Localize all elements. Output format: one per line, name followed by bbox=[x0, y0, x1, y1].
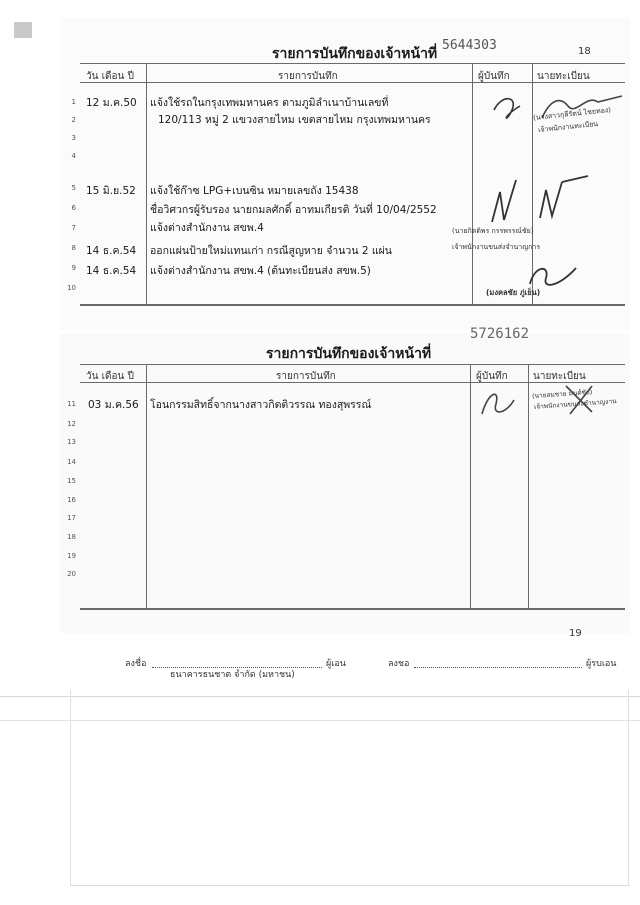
entry-text: 120/113 หมู่ 2 แขวงสายไหม เขตสายไหม กรุงเทพมหานคร bbox=[158, 114, 431, 126]
top-row-number: 4 bbox=[71, 152, 76, 160]
officer-stamp: (นายสมชาย มนต์ชัย) bbox=[531, 387, 593, 401]
scan-faint-line bbox=[628, 690, 629, 885]
top-row-number: 3 bbox=[71, 134, 76, 142]
sign-suffix-2: ผู้รบเอน bbox=[586, 659, 617, 669]
bottom-header-recorder: ผู้บันทึก bbox=[476, 371, 508, 382]
scan-faint-line bbox=[0, 720, 640, 721]
entry-date: 12 ม.ค.50 bbox=[86, 97, 137, 109]
top-row-number: 9 bbox=[71, 264, 76, 272]
scan-faint-line bbox=[70, 885, 630, 886]
staple-mark bbox=[14, 22, 32, 38]
signature-icon bbox=[474, 378, 614, 422]
bottom-col-divider-1 bbox=[146, 364, 147, 608]
bottom-header-record: รายการบันทึก bbox=[276, 371, 336, 382]
officer-stamp: เจ้าพนักงานขนส่งชำนาญงาน bbox=[533, 397, 617, 411]
scan-faint-line bbox=[70, 690, 71, 885]
top-row-number: 7 bbox=[71, 224, 76, 232]
officer-stamp: เจ้าพนักงานทะเบียน bbox=[537, 119, 599, 135]
top-card-title: รายการบันทึกของเจ้าหน้าที่ bbox=[272, 46, 438, 62]
bottom-row-number: 12 bbox=[67, 420, 76, 428]
top-row-number: 5 bbox=[71, 184, 76, 192]
bottom-header-registrar: นายทะเบียน bbox=[533, 371, 586, 382]
bank-name: ธนาคารธนชาต จำกัด (มหาชน) bbox=[170, 670, 295, 680]
officer-stamp: (มงคลชัย ภู่เย็น) bbox=[486, 288, 541, 297]
sign-suffix-1: ผู้เอน bbox=[326, 659, 346, 669]
bottom-card-title: รายการบันทึกของเจ้าหน้าที่ bbox=[266, 346, 432, 362]
entry-text: โอนกรรมสิทธิ์จากนางสาวกิตติวรรณ ทองสุพรรณ์ bbox=[150, 399, 372, 411]
bottom-row-number: 17 bbox=[67, 514, 76, 522]
top-row-number: 6 bbox=[71, 204, 76, 212]
officer-stamp: (นายกิตติพร กรรพรรณ์ชัย) bbox=[452, 227, 534, 235]
entry-text: แจ้งต่างสำนักงาน สขพ.4 (ต้นทะเบียนส่ง สขพ.5) bbox=[150, 265, 371, 277]
bottom-partial-number: 5726162 bbox=[470, 326, 530, 342]
entry-text: ชื่อวิศวกรผู้รับรอง นายกมลศักดิ์ อาทมเกียรติ วันที่ 10/04/2552 bbox=[150, 204, 437, 216]
sign-label-1: ลงชื่อ bbox=[125, 659, 147, 669]
entry-date: 03 ม.ค.56 bbox=[88, 399, 139, 411]
bottom-row-number: 19 bbox=[67, 552, 76, 560]
top-table-top-border bbox=[80, 63, 625, 64]
officer-stamp: เจ้าพนักงานขนส่งจำนาญการ bbox=[452, 243, 541, 251]
bottom-table-top-border bbox=[80, 364, 625, 365]
bottom-table-bottom-border bbox=[80, 608, 625, 610]
entry-text: แจ้งใช้ก๊าซ LPG+เบนซิน หมายเลขถัง 15438 bbox=[150, 185, 359, 197]
top-header-recorder: ผู้บันทึก bbox=[478, 71, 510, 82]
entry-text: ออกแผ่นป้ายใหม่แทนเก่า กรณีสูญหาย จำนวน 2 แผ่น bbox=[150, 245, 392, 257]
bottom-page-number: 19 bbox=[569, 628, 582, 639]
signature-icon bbox=[520, 256, 600, 292]
top-header-record: รายการบันทึก bbox=[278, 71, 338, 82]
entry-date: 15 มิ.ย.52 bbox=[86, 185, 136, 197]
entry-date: 14 ธ.ค.54 bbox=[86, 265, 137, 277]
officer-stamp: (นางสาวกุลีรัตน์ ไชยทอง) bbox=[532, 105, 612, 123]
sign-label-2: ลงชอ bbox=[388, 659, 410, 669]
bottom-row-number: 16 bbox=[67, 496, 76, 504]
top-row-number: 10 bbox=[67, 284, 76, 292]
top-col-divider-1 bbox=[146, 63, 147, 304]
signature-icon bbox=[490, 88, 630, 128]
bottom-row-number: 15 bbox=[67, 477, 76, 485]
bottom-row-number: 18 bbox=[67, 533, 76, 541]
top-table-bottom-border bbox=[80, 304, 625, 306]
bottom-row-number: 11 bbox=[67, 400, 76, 408]
bottom-row-number: 13 bbox=[67, 438, 76, 446]
bottom-row-number: 20 bbox=[67, 570, 76, 578]
signature-line-2 bbox=[414, 667, 582, 668]
entry-text: แจ้งต่างสำนักงาน สขพ.4 bbox=[150, 222, 264, 234]
top-header-date: วัน เดือน ปี bbox=[86, 71, 134, 82]
top-row-number: 8 bbox=[71, 244, 76, 252]
bottom-row-number: 14 bbox=[67, 458, 76, 466]
bottom-header-date: วัน เดือน ปี bbox=[86, 371, 134, 382]
top-page-number: 18 bbox=[578, 46, 591, 57]
top-row-number: 2 bbox=[71, 116, 76, 124]
top-col-divider-2 bbox=[472, 63, 473, 304]
scan-faint-line bbox=[0, 696, 640, 697]
entry-text: แจ้งใช้รถในกรุงเทพมหานคร ตามภูมิลำเนาบ้านเลขที่ bbox=[150, 97, 389, 109]
top-header-registrar: นายทะเบียน bbox=[537, 71, 590, 82]
signature-icon bbox=[478, 172, 628, 232]
top-handwritten-number: 5644303 bbox=[442, 38, 497, 53]
bottom-col-divider-2 bbox=[470, 364, 471, 608]
top-row-number: 1 bbox=[71, 98, 76, 106]
entry-date: 14 ธ.ค.54 bbox=[86, 245, 137, 257]
